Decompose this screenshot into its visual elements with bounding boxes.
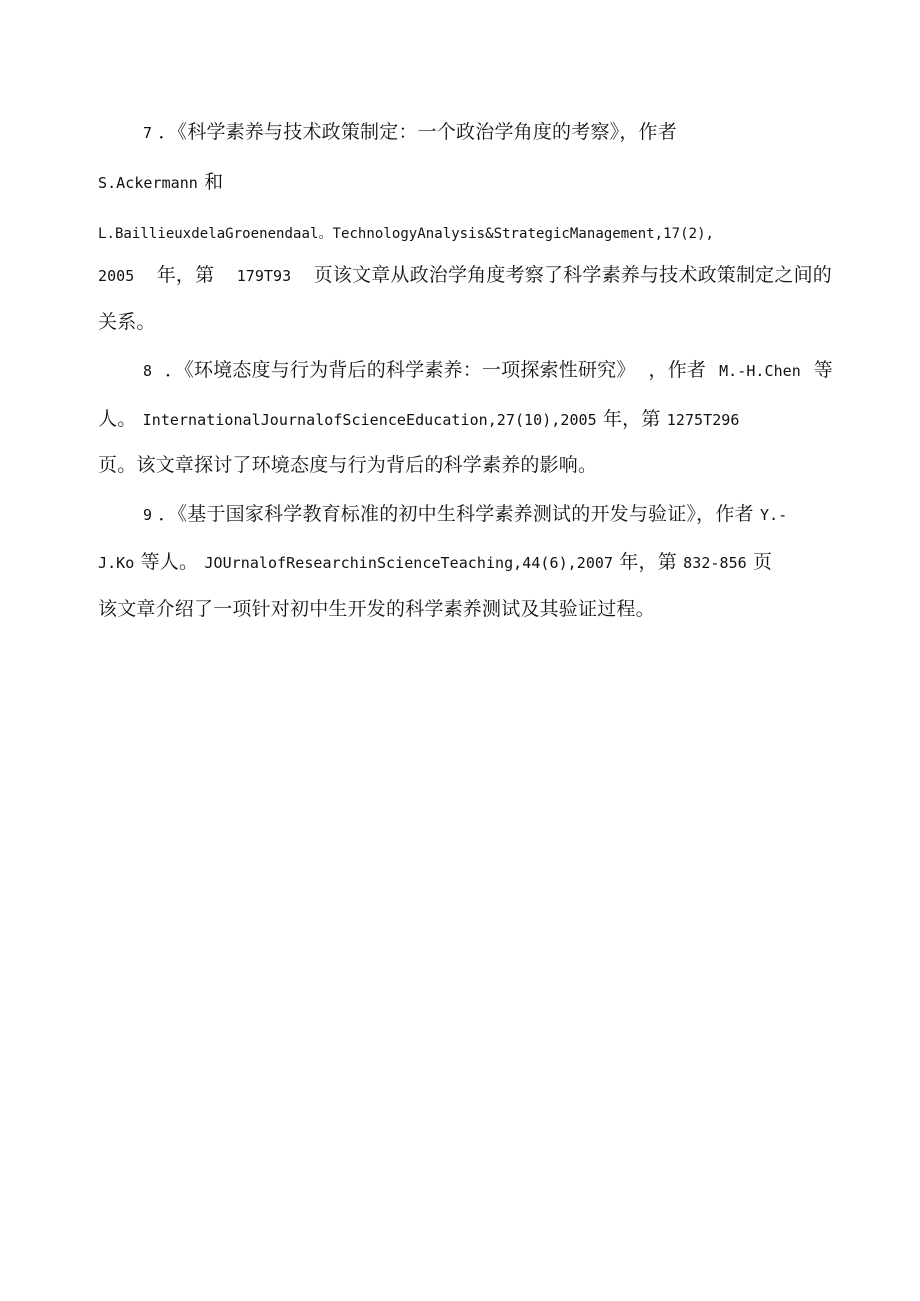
reference-7-source: L.BaillieuxdelaGroenendaal。TechnologyAnalysis&StrategicManagement,17(2),	[98, 226, 715, 242]
reference-7-title: ．《科学素养与技术政策制定：一个政治学角度的考察》，作者	[158, 121, 677, 143]
reference-8-source: InternationalJournalofScienceEducation,27(10),2005	[142, 411, 597, 429]
reference-9-line-2	[98, 550, 833, 575]
reference-9-description: 该文章介绍了一项针对初中生开发的科学素养测试及其验证过程。	[98, 598, 655, 620]
reference-7-line-1	[143, 120, 833, 145]
reference-7-conjunction: 和	[204, 171, 224, 193]
reference-8-line-3	[98, 453, 833, 477]
reference-7-line-5	[98, 310, 833, 334]
reference-7-line-4	[98, 263, 832, 288]
reference-7-number: 7	[143, 124, 153, 142]
reference-9-line-3	[98, 597, 833, 621]
reference-8-et-al-end: 人。	[98, 408, 137, 430]
reference-8-number: 8	[143, 362, 153, 380]
reference-7-description: 页该文章从政治学角度考察了科学素养与技术政策制定之间的	[313, 264, 832, 286]
reference-9-number: 9	[143, 506, 153, 524]
reference-8-pages: 1275T296	[666, 411, 740, 429]
reference-8-line-2	[98, 407, 833, 432]
reference-8-author: M.-H.Chen	[719, 362, 801, 380]
reference-8-et-al-start: 等	[813, 359, 833, 381]
reference-7-line-2	[98, 170, 833, 195]
reference-7-pages: 179T93	[236, 267, 292, 285]
reference-9-et-al: 等人。	[140, 551, 199, 573]
reference-8-title: ．《环境态度与行为背后的科学素养：一项探索性研究》	[165, 359, 636, 381]
reference-9-pages: 832-856	[683, 554, 747, 572]
reference-9-title: ．《基于国家科学教育标准的初中生科学素养测试的开发与验证》，作者	[158, 503, 760, 525]
reference-9-author-start: Y.-	[760, 506, 788, 524]
reference-9-author-end: J.Ko	[98, 554, 135, 572]
reference-9-source: JOUrnalofResearchinScienceTeaching,44(6),2007	[204, 554, 614, 572]
reference-9-pages-suffix: 页	[753, 551, 773, 573]
reference-7-author-1: S.Ackermann	[98, 174, 198, 192]
reference-8-author-label: ，作者	[648, 359, 707, 381]
reference-9-year-suffix: 年，第	[619, 551, 684, 573]
reference-7-year-suffix: 年，第	[156, 264, 215, 286]
reference-7-line-3	[98, 220, 833, 246]
reference-7-year: 2005	[98, 267, 135, 285]
reference-7-description-end: 关系。	[98, 311, 156, 333]
reference-8-description: 页。该文章探讨了环境态度与行为背后的科学素养的影响。	[98, 454, 598, 476]
reference-9-line-1	[143, 502, 833, 527]
reference-8-line-1	[143, 358, 833, 383]
reference-8-year-suffix: 年，第	[602, 408, 667, 430]
